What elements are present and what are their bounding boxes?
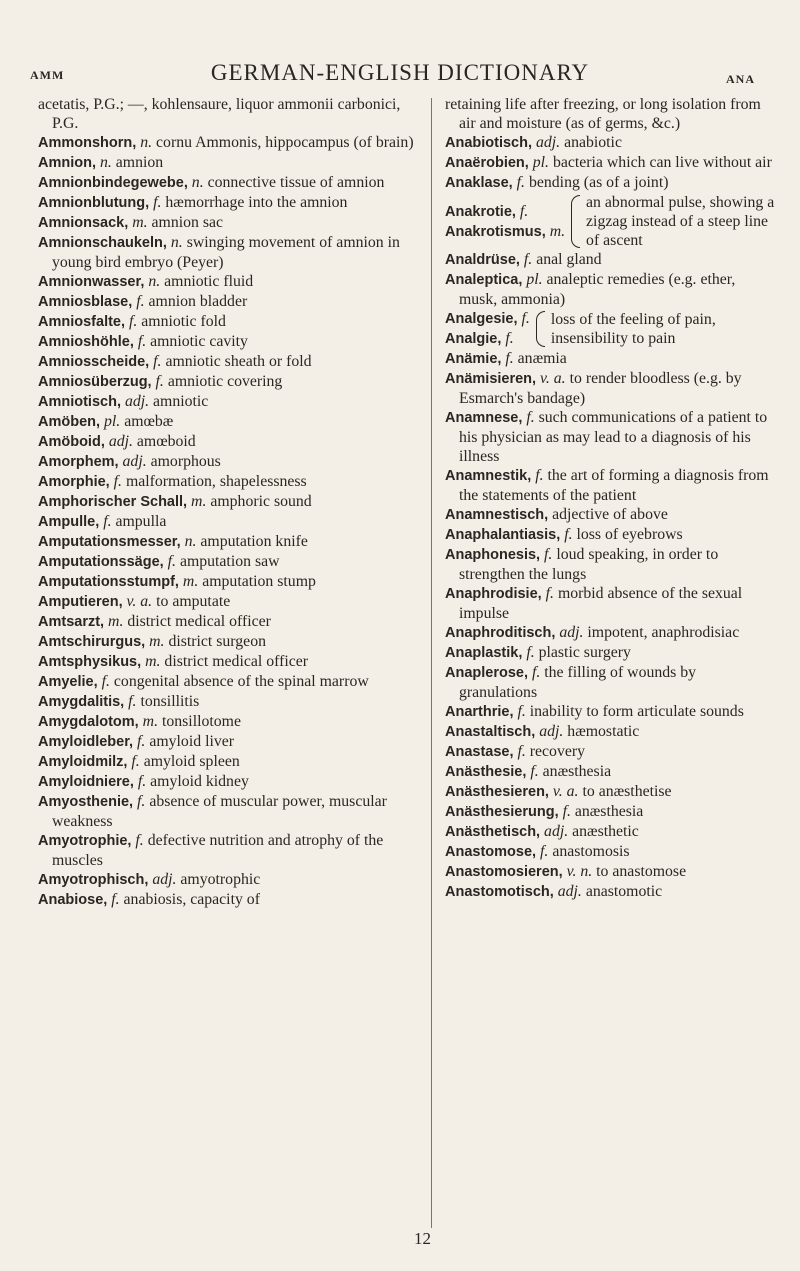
headword: Anaphroditisch, xyxy=(445,625,556,641)
definition: analeptic remedies (e.g. ether, musk, ammonia) xyxy=(459,271,736,308)
headword: Anabiose, xyxy=(38,892,108,908)
headword: Amniosüberzug, xyxy=(38,374,152,390)
definition: tonsillotome xyxy=(161,713,241,730)
right-entries-middle xyxy=(445,250,775,309)
headword: Anämisieren, xyxy=(445,371,537,387)
definition: bacteria which can live without air xyxy=(552,154,772,171)
headword: Amniotisch, xyxy=(38,394,121,410)
headword: Amputationsstumpf, xyxy=(38,574,179,590)
dictionary-entry xyxy=(445,584,775,623)
curly-brace xyxy=(536,311,545,347)
headword: Amöben, xyxy=(38,414,101,430)
dictionary-entry xyxy=(445,95,775,133)
grammar-tag: f. xyxy=(531,664,541,681)
headword: Amnion, xyxy=(38,155,96,171)
headword: Anabiotisch, xyxy=(445,135,533,151)
definition: amnion sac xyxy=(151,214,224,231)
headword: Anamnestik, xyxy=(445,468,532,484)
definition: anæsthesia xyxy=(574,803,644,820)
dictionary-entry xyxy=(38,173,421,193)
headword: Anamnese, xyxy=(445,410,523,426)
headword: Amyotrophie, xyxy=(38,833,132,849)
definition: anal gland xyxy=(536,251,602,268)
grammar-tag: f. xyxy=(167,553,176,570)
grammar-tag: v. a. xyxy=(540,370,566,387)
grammar-tag: f. xyxy=(153,194,162,211)
definition: plastic surgery xyxy=(538,644,631,661)
definition: anæsthetic xyxy=(572,823,639,840)
definition: recovery xyxy=(529,743,586,760)
page-header xyxy=(0,60,800,90)
headword: Amputieren, xyxy=(38,594,123,610)
grammar-tag: v. n. xyxy=(566,863,593,880)
grammar-tag: f. xyxy=(523,251,533,268)
right-guide-word: ANA xyxy=(726,72,755,86)
definition: to anæsthetise xyxy=(582,783,672,800)
grammar-tag: f. xyxy=(113,473,122,490)
grammar-tag: adj. xyxy=(124,393,150,410)
headword: Anakrotismus, xyxy=(445,223,546,240)
definition: connective tissue of amnion xyxy=(207,174,385,191)
definition: hæmorrhage into the amnion xyxy=(165,194,348,211)
left-column xyxy=(38,95,421,910)
definition: anastomosis xyxy=(552,843,630,860)
grammar-tag: f. xyxy=(128,313,138,330)
headword: Amtschirurgus, xyxy=(38,634,146,650)
headword: Amöboid, xyxy=(38,434,105,450)
headword: Anästhesieren, xyxy=(445,784,549,800)
headword: Amputationssäge, xyxy=(38,554,164,570)
headword: Amnionblutung, xyxy=(38,195,150,211)
grammar-tag: adj. xyxy=(122,453,147,470)
dictionary-entry xyxy=(38,792,421,831)
grammar-tag: adj. xyxy=(152,871,177,888)
definition: absence of muscular power, muscular weakness xyxy=(52,793,387,830)
headword: Anaphalantiasis, xyxy=(445,527,561,543)
dictionary-entry xyxy=(445,525,775,545)
definition: swinging movement of amnion in young bird embryo (Peyer) xyxy=(52,234,400,271)
definition: inability to form articulate sounds xyxy=(529,703,744,720)
dictionary-entry xyxy=(38,752,421,772)
definition: amorphous xyxy=(150,453,221,470)
dictionary-entry xyxy=(445,742,775,762)
grammar-tag: f. xyxy=(521,310,530,327)
grammar-tag: f. xyxy=(517,743,526,760)
dictionary-entry xyxy=(38,472,421,492)
dictionary-entry xyxy=(38,692,421,712)
definition: amniotic fold xyxy=(141,313,226,330)
headword: Amyosthenie, xyxy=(38,794,134,810)
dictionary-entry xyxy=(38,890,421,910)
headword: Amyotrophisch, xyxy=(38,872,149,888)
dictionary-entry xyxy=(445,369,775,408)
definition: such communications of a patient to his physician as may lead to a diagnosis of his illness xyxy=(459,409,768,465)
headword: Anastomotisch, xyxy=(445,884,554,900)
definition: anabiosis, capacity of xyxy=(123,891,260,908)
dictionary-entry xyxy=(445,153,775,173)
definition: loss of the feeling of pain, insensibility to pain xyxy=(550,311,716,347)
dictionary-entry xyxy=(445,702,775,722)
grammar-tag: f. xyxy=(516,174,526,191)
dictionary-entry xyxy=(445,309,530,329)
headword: Analgie, xyxy=(445,331,502,347)
headword: Anaplerose, xyxy=(445,665,528,681)
dictionary-entry xyxy=(445,408,775,466)
grammar-tag: f. xyxy=(137,773,147,790)
dictionary-entry xyxy=(445,822,775,842)
grammar-tag: adj. xyxy=(559,624,584,641)
headword: Anaplastik, xyxy=(445,645,523,661)
grammar-tag: m. xyxy=(145,653,161,670)
definition: ampulla xyxy=(115,513,167,530)
dictionary-entry xyxy=(445,466,775,505)
definition: amœboid xyxy=(136,433,196,450)
grammar-tag: m. xyxy=(108,613,124,630)
grammar-tag: m. xyxy=(149,633,165,650)
page-title: GERMAN-ENGLISH DICTIONARY xyxy=(210,60,590,85)
headword: Amtsphysikus, xyxy=(38,654,142,670)
dictionary-entry xyxy=(38,452,421,472)
definition: amyloid liver xyxy=(149,733,235,750)
definition: amniotic xyxy=(153,393,209,410)
headword: Amnionwasser, xyxy=(38,274,145,290)
grammar-tag: v. a. xyxy=(126,593,153,610)
grammar-tag: f. xyxy=(526,644,535,661)
page-number: 12 xyxy=(414,1229,431,1248)
headword: Anarthrie, xyxy=(445,704,514,720)
dictionary-entry xyxy=(445,202,565,222)
headword: Amorphem, xyxy=(38,454,119,470)
dictionary-entry xyxy=(445,722,775,742)
headword: Amniosblase, xyxy=(38,294,133,310)
headword: Anästhetisch, xyxy=(445,824,541,840)
definition: amyotrophic xyxy=(180,871,261,888)
definition: cornu Ammonis, hippocampus (of brain) xyxy=(156,134,414,151)
dictionary-entry xyxy=(445,663,775,702)
entry-group-anakrotie xyxy=(445,193,775,250)
headword: Amyloidmilz, xyxy=(38,754,128,770)
dictionary-entry xyxy=(445,505,775,525)
headword: Amygdalitis, xyxy=(38,694,125,710)
dictionary-entry xyxy=(445,133,775,153)
grammar-tag: pl. xyxy=(526,271,543,288)
headword: Ampulle, xyxy=(38,514,100,530)
grammar-tag: f. xyxy=(153,353,162,370)
definition: loud speaking, in order to strengthen the lungs xyxy=(459,546,719,583)
headword: Amtsarzt, xyxy=(38,614,105,630)
grammar-tag: adj. xyxy=(108,433,133,450)
dictionary-entry xyxy=(38,372,421,392)
grammar-tag: pl. xyxy=(532,154,549,171)
entry-group-analgesie xyxy=(445,309,775,349)
dictionary-entry xyxy=(445,802,775,822)
definition: district surgeon xyxy=(168,633,266,650)
definition: amniotic covering xyxy=(167,373,283,390)
headword: Anästhesie, xyxy=(445,764,527,780)
headword: Anaphrodisie, xyxy=(445,586,542,602)
headword: Amorphie, xyxy=(38,474,110,490)
definition: amnion xyxy=(115,154,164,171)
definition: amœbæ xyxy=(124,413,174,430)
dictionary-entry xyxy=(445,643,775,663)
dictionary-entry xyxy=(445,545,775,584)
grammar-tag: f. xyxy=(137,733,146,750)
dictionary-entry xyxy=(38,870,421,890)
headword: Amyelie, xyxy=(38,674,98,690)
grammar-tag: v. a. xyxy=(552,783,579,800)
dictionary-entry xyxy=(445,173,775,193)
right-column xyxy=(445,95,775,902)
definition: anæmia xyxy=(517,350,567,367)
grammar-tag: m. xyxy=(191,493,207,510)
grammar-tag: f. xyxy=(540,843,549,860)
headword: Amnionbindegewebe, xyxy=(38,175,188,191)
definition: amputation knife xyxy=(200,533,308,550)
dictionary-entry xyxy=(445,250,775,270)
dictionary-entry xyxy=(445,782,775,802)
dictionary-entry xyxy=(445,862,775,882)
grammar-tag: f. xyxy=(526,409,535,426)
grammar-tag: f. xyxy=(111,891,120,908)
dictionary-entry xyxy=(38,532,421,552)
definition: amphoric sound xyxy=(210,493,312,510)
headword: Amnionsack, xyxy=(38,215,129,231)
headword: Amyloidleber, xyxy=(38,734,134,750)
headword: Amyloidniere, xyxy=(38,774,134,790)
headword: Anastomose, xyxy=(445,844,537,860)
dictionary-entry xyxy=(38,412,421,432)
headword: Ammonshorn, xyxy=(38,135,137,151)
headword: Anaërobien, xyxy=(445,155,529,171)
definition: anæsthesia xyxy=(542,763,612,780)
grammar-tag: m. xyxy=(132,214,148,231)
grammar-tag: f. xyxy=(505,350,514,367)
definition: hæmostatic xyxy=(567,723,640,740)
headword: Anamnestisch, xyxy=(445,507,549,523)
definition: impotent, anaphrodisiac xyxy=(587,624,740,641)
dictionary-entry xyxy=(445,270,775,309)
grammar-tag: f. xyxy=(137,333,147,350)
headword: Anastaltisch, xyxy=(445,724,536,740)
headword: Amygdalotom, xyxy=(38,714,139,730)
grammar-tag: f. xyxy=(544,546,553,563)
definition: to render bloodless (e.g. by Esmarch's bandage) xyxy=(459,370,742,407)
group-headwords xyxy=(445,309,530,349)
dictionary-entry xyxy=(38,572,421,592)
definition: district medical officer xyxy=(164,653,308,670)
dictionary-entry xyxy=(38,95,421,133)
grammar-tag: n. xyxy=(191,174,204,191)
grammar-tag: adj. xyxy=(544,823,569,840)
headword: Amniosscheide, xyxy=(38,354,150,370)
dictionary-entry xyxy=(38,672,421,692)
headword: Amputationsmesser, xyxy=(38,534,181,550)
definition: congenital absence of the spinal marrow xyxy=(113,673,369,690)
column-divider xyxy=(431,98,432,1228)
grammar-tag: f. xyxy=(136,293,145,310)
grammar-tag: f. xyxy=(545,585,554,602)
dictionary-entry xyxy=(38,312,421,332)
grammar-tag: adj. xyxy=(557,883,582,900)
headword: Analdrüse, xyxy=(445,252,520,268)
grammar-tag: n. xyxy=(184,533,197,550)
definition: to amputate xyxy=(156,593,231,610)
grammar-tag: n. xyxy=(140,134,153,151)
headword: Analeptica, xyxy=(445,272,523,288)
definition: malformation, shapelessness xyxy=(125,473,307,490)
dictionary-entry xyxy=(38,193,421,213)
dictionary-entry xyxy=(445,222,565,242)
grammar-tag: n. xyxy=(148,273,161,290)
dictionary-entry xyxy=(38,712,421,732)
dictionary-entry xyxy=(38,332,421,352)
definition: loss of eyebrows xyxy=(576,526,683,543)
headword: Anastase, xyxy=(445,744,514,760)
grammar-tag: m. xyxy=(142,713,159,730)
dictionary-entry xyxy=(38,772,421,792)
headword: Anämie, xyxy=(445,351,502,367)
dictionary-entry xyxy=(38,492,421,512)
grammar-tag: f. xyxy=(562,803,571,820)
definition: the art of forming a diagnosis from the statements of the patient xyxy=(459,467,769,504)
dictionary-entry xyxy=(445,762,775,782)
dictionary-entry xyxy=(38,512,421,532)
definition: retaining life after freezing, or long isolation from air and moisture (as of germs, &c.) xyxy=(445,96,761,132)
right-entries-top xyxy=(445,95,775,193)
dictionary-entry xyxy=(38,432,421,452)
grammar-tag: m. xyxy=(182,573,199,590)
definition: acetatis, P.G.; —, kohlensaure, liquor ammonii carbonici, P.G. xyxy=(38,96,401,132)
headword: Analgesie, xyxy=(445,311,518,327)
definition: district medical officer xyxy=(127,613,271,630)
grammar-tag: f. xyxy=(128,693,137,710)
definition: tonsillitis xyxy=(140,693,200,710)
definition: amniotic fluid xyxy=(164,273,254,290)
group-headwords xyxy=(445,202,565,242)
grammar-tag: f. xyxy=(530,763,539,780)
dictionary-entry xyxy=(38,352,421,372)
dictionary-entry xyxy=(38,392,421,412)
headword: Anaklase, xyxy=(445,175,513,191)
definition: adjective of above xyxy=(552,506,668,523)
headword: Amniosfalte, xyxy=(38,314,126,330)
headword: Anaphonesis, xyxy=(445,547,541,563)
headword: Amnioshöhle, xyxy=(38,334,134,350)
dictionary-entry xyxy=(38,612,421,632)
grammar-tag: n. xyxy=(99,154,112,171)
grammar-tag: adj. xyxy=(539,723,564,740)
grammar-tag: f. xyxy=(137,793,146,810)
right-entries-bottom xyxy=(445,349,775,902)
grammar-tag: m. xyxy=(549,222,566,240)
dictionary-entry xyxy=(38,552,421,572)
definition: defective nutrition and atrophy of the muscles xyxy=(52,832,384,869)
grammar-tag: n. xyxy=(170,234,183,251)
dictionary-entry xyxy=(38,213,421,233)
left-guide-word: AMM xyxy=(30,68,65,82)
curly-brace xyxy=(571,195,580,248)
definition: amniotic sheath or fold xyxy=(165,353,312,370)
headword: Anastomosieren, xyxy=(445,864,563,880)
definition: bending (as of a joint) xyxy=(528,174,669,191)
dictionary-entry xyxy=(38,732,421,752)
grammar-tag: f. xyxy=(135,832,144,849)
grammar-tag: f. xyxy=(103,513,112,530)
definition: amyloid spleen xyxy=(143,753,240,770)
definition: the filling of wounds by granulations xyxy=(459,664,697,701)
definition: amputation stump xyxy=(202,573,316,590)
grammar-tag: f. xyxy=(519,202,529,220)
grammar-tag: adj. xyxy=(535,134,561,151)
grammar-tag: f. xyxy=(505,330,514,347)
grammar-tag: pl. xyxy=(103,413,121,430)
dictionary-entry xyxy=(38,153,421,173)
dictionary-entry xyxy=(38,133,421,153)
grammar-tag: f. xyxy=(517,703,526,720)
headword: Anakrotie, xyxy=(445,203,516,220)
dictionary-entry xyxy=(38,831,421,870)
dictionary-entry xyxy=(445,349,775,369)
definition: an abnormal pulse, showing a zigzag instead of a steep line of ascent xyxy=(586,194,775,249)
headword: Anästhesierung, xyxy=(445,804,559,820)
dictionary-entry xyxy=(38,233,421,272)
dictionary-entry xyxy=(445,882,775,902)
headword: Amnionschaukeln, xyxy=(38,235,167,251)
grammar-tag: f. xyxy=(101,673,110,690)
dictionary-entry xyxy=(38,652,421,672)
definition: anastomotic xyxy=(585,883,663,900)
definition: to anastomose xyxy=(596,863,687,880)
definition: amyloid kidney xyxy=(150,773,249,790)
headword: Amphorischer Schall, xyxy=(38,494,188,510)
dictionary-entry xyxy=(38,292,421,312)
definition: amputation saw xyxy=(179,553,280,570)
dictionary-entry xyxy=(38,272,421,292)
dictionary-entry xyxy=(445,842,775,862)
dictionary-entry xyxy=(445,623,775,643)
grammar-tag: f. xyxy=(131,753,140,770)
dictionary-entry xyxy=(445,329,530,349)
grammar-tag: f. xyxy=(564,526,573,543)
dictionary-entry xyxy=(38,592,421,612)
grammar-tag: f. xyxy=(155,373,164,390)
definition: amniotic cavity xyxy=(150,333,248,350)
grammar-tag: f. xyxy=(535,467,544,484)
definition: anabiotic xyxy=(564,134,622,151)
dictionary-entry xyxy=(38,632,421,652)
definition: amnion bladder xyxy=(148,293,248,310)
definition: morbid absence of the sexual impulse xyxy=(459,585,743,622)
